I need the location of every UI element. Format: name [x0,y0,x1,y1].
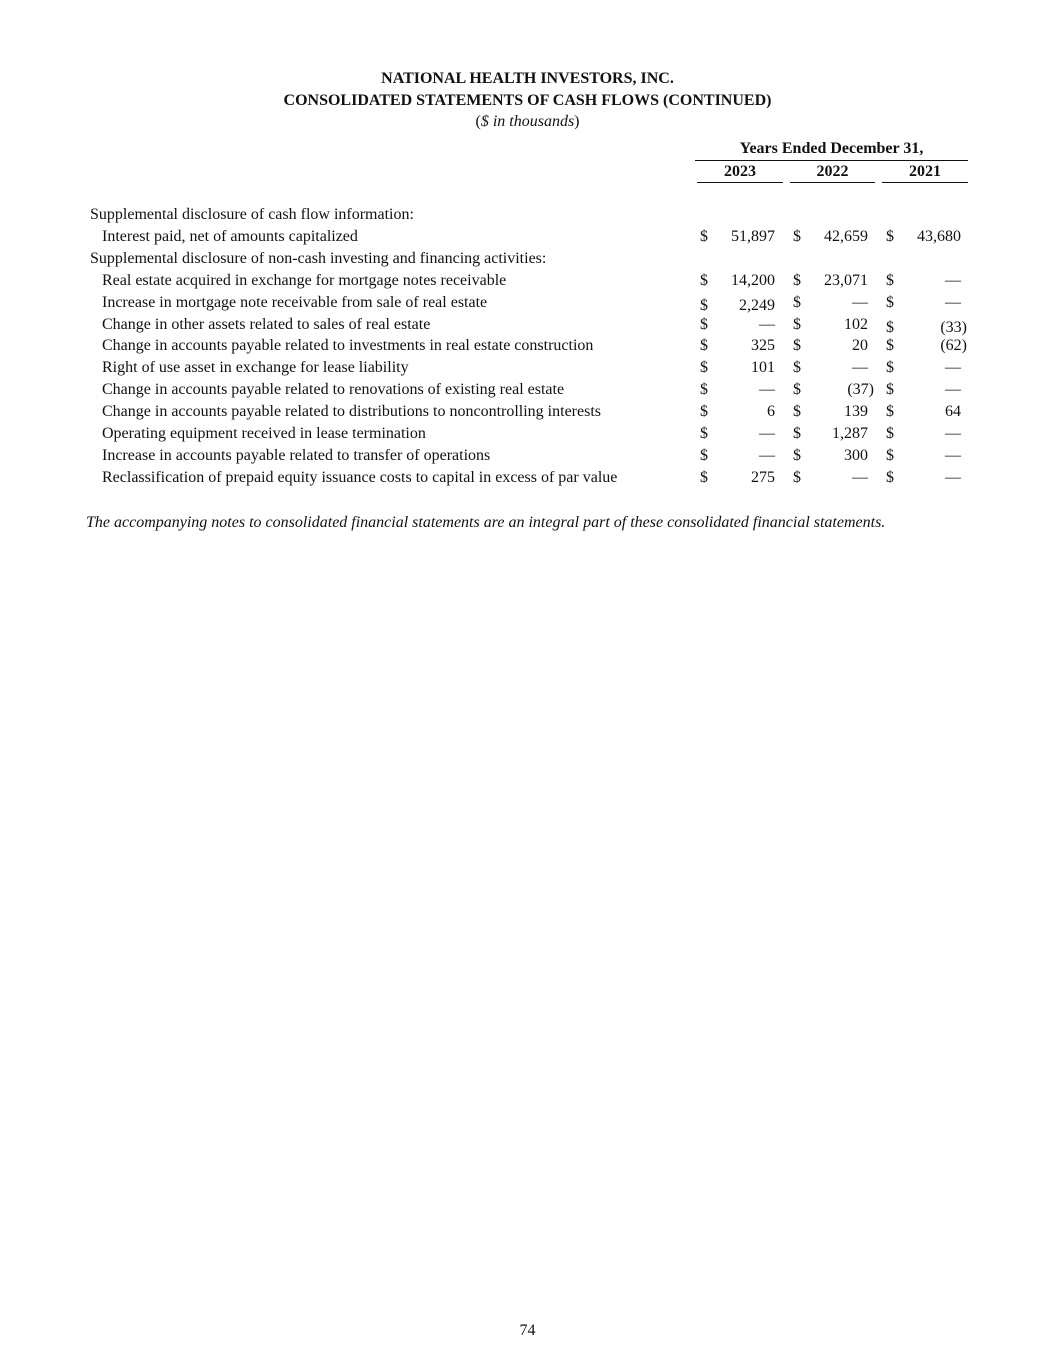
currency-symbol: $ [793,294,801,311]
year-header-2021: 2021 [882,163,968,183]
table-row [0,292,1055,314]
units-close-paren: ) [574,113,580,130]
row-label: Increase in accounts payable related to transfer of operations [102,447,491,464]
table-row [0,204,1055,226]
currency-symbol: $ [886,447,894,464]
value-2021: 43,680 [917,228,961,245]
currency-symbol: $ [700,337,708,354]
row-label: Change in accounts payable related to distributions to noncontrolling interests [102,403,601,420]
currency-symbol: $ [700,272,708,289]
table-row [0,401,1055,423]
value-2023: 6 [767,403,775,420]
currency-symbol: $ [886,425,894,442]
table-row [0,445,1055,467]
currency-symbol: $ [886,228,894,245]
value-2022: 139 [844,403,868,420]
value-2022: — [852,359,868,376]
value-2023: 101 [751,359,775,376]
currency-symbol: $ [886,403,894,420]
row-label: Change in accounts payable related to investments in real estate construction [102,337,594,354]
row-label: Change in accounts payable related to renovations of existing real estate [102,381,565,398]
table-row [0,423,1055,445]
row-label: Change in other assets related to sales of real estate [102,316,431,333]
years-group-header: Years Ended December 31, [695,140,968,161]
table-row [0,248,1055,270]
currency-symbol: $ [793,425,801,442]
currency-symbol: $ [793,403,801,420]
value-2021: — [945,381,961,398]
currency-symbol: $ [700,316,708,333]
value-2023: 14,200 [731,272,775,289]
value-2021: — [945,272,961,289]
currency-symbol: $ [886,469,894,486]
currency-symbol: $ [700,425,708,442]
table-row [0,226,1055,248]
currency-symbol: $ [793,359,801,376]
value-2022: 20 [852,337,868,354]
value-2023: 51,897 [731,228,775,245]
value-2022: 42,659 [824,228,868,245]
currency-symbol: $ [886,359,894,376]
section-label: Supplemental disclosure of non-cash investing and financing activities: [90,250,547,267]
currency-symbol: $ [886,272,894,289]
currency-symbol: $ [793,228,801,245]
value-2021: (62) [940,337,967,354]
value-2021: — [945,294,961,311]
value-2023: — [759,447,775,464]
value-2022: (37) [847,381,874,398]
currency-symbol: $ [793,316,801,333]
currency-symbol: $ [793,469,801,486]
value-2022: 23,071 [824,272,868,289]
currency-symbol: $ [793,447,801,464]
units-open-paren: ( [475,113,481,130]
value-2021: — [945,425,961,442]
row-label: Interest paid, net of amounts capitalized [102,228,358,245]
table-row [0,335,1055,357]
currency-symbol: $ [700,228,708,245]
row-label: Increase in mortgage note receivable from sale of real estate [102,294,488,311]
statement-title: CONSOLIDATED STATEMENTS OF CASH FLOWS (CONTINUED) [283,92,772,109]
value-2022: 300 [844,447,868,464]
value-2023: 2,249 [739,297,775,314]
footnote: The accompanying notes to consolidated financial statements are an integral part of these consolidated financial statements. [86,514,886,531]
currency-symbol: $ [700,297,708,314]
value-2023: — [759,425,775,442]
year-header-2023: 2023 [697,163,783,183]
value-2022: 102 [844,316,868,333]
currency-symbol: $ [700,469,708,486]
value-2021: (33) [940,319,967,336]
currency-symbol: $ [886,319,894,336]
currency-symbol: $ [700,403,708,420]
value-2021: — [945,469,961,486]
units-note [0,113,1055,131]
page-number: 74 [519,1322,536,1339]
currency-symbol: $ [793,272,801,289]
table-row [0,357,1055,379]
row-label: Right of use asset in exchange for lease liability [102,359,409,376]
value-2021: — [945,359,961,376]
value-2023: — [759,316,775,333]
currency-symbol: $ [886,294,894,311]
year-header-2022: 2022 [790,163,875,183]
table-row [0,314,1055,336]
value-2022: 1,287 [832,425,868,442]
value-2022: — [852,294,868,311]
table-row [0,467,1055,489]
currency-symbol: $ [700,381,708,398]
value-2022: — [852,469,868,486]
currency-symbol: $ [700,447,708,464]
currency-symbol: $ [793,337,801,354]
table-row [0,379,1055,401]
value-2023: — [759,381,775,398]
value-2023: 325 [751,337,775,354]
value-2021: — [945,447,961,464]
currency-symbol: $ [886,337,894,354]
value-2021: 64 [945,403,961,420]
units-text: $ in thousands [480,113,575,130]
table-row [0,270,1055,292]
row-label: Operating equipment received in lease termination [102,425,426,442]
currency-symbol: $ [700,359,708,376]
currency-symbol: $ [886,381,894,398]
row-label: Real estate acquired in exchange for mortgage notes receivable [102,272,507,289]
row-label: Reclassification of prepaid equity issuance costs to capital in excess of par value [102,469,618,486]
currency-symbol: $ [793,381,801,398]
value-2023: 275 [751,469,775,486]
section-label: Supplemental disclosure of cash flow information: [90,206,414,223]
company-name: NATIONAL HEALTH INVESTORS, INC. [381,70,674,87]
